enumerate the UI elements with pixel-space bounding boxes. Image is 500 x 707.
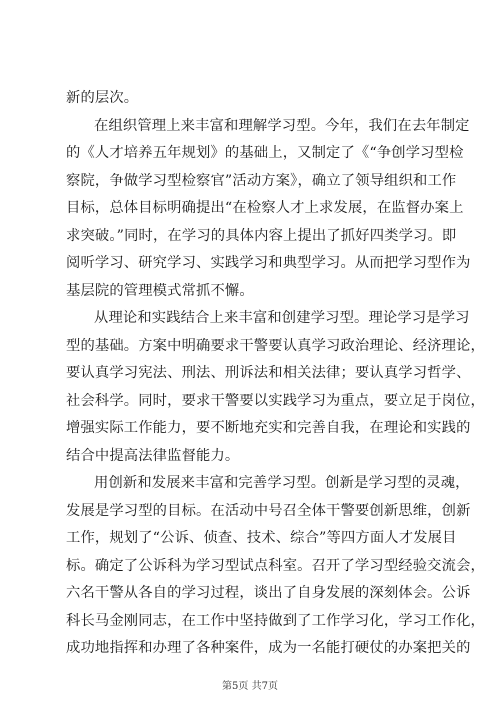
text-line: 六名干警从各自的学习过程，谈出了自身发展的深刻体会。公诉 — [66, 585, 471, 601]
text-line: 用创新和发展来丰富和完善学习型。创新是学习型的灵魂， — [94, 475, 470, 491]
text-line: 结合中提高法律监督能力。 — [66, 447, 240, 464]
text-line: 从理论和实践结合上来丰富和创建学习型。理论学习是学习 — [94, 310, 470, 326]
text-line: 求突破。”同时，在学习的具体内容上提出了抓好四类学习。即 — [66, 227, 457, 244]
text-line: 工作，规划了“公诉、侦查、技术、综合”等四方面人才发展目 — [66, 530, 457, 546]
text-line: 要认真学习宪法、刑法、刑诉法和相关法律；要认真学习哲学、 — [66, 365, 471, 381]
text-line: 标。确定了公诉科为学习型试点科室。召开了学习型经验交流会， — [66, 557, 485, 574]
text-line: 目标，总体目标明确提出“在检察人才上求发展，在监督办案上 — [66, 200, 464, 216]
text-line: 新的层次。 — [66, 90, 139, 106]
text-line: 型的基础。方案中明确要求干警要认真学习政治理论、经济理论， — [66, 337, 485, 354]
page-footer: 第5页 共7页 — [222, 681, 278, 692]
text-line: 阅听学习、研究学习、实践学习和典型学习。从而把学习型作为 — [66, 255, 471, 271]
text-line: 察院，争做学习型检察官”活动方案》，确立了领导组织和工作 — [66, 172, 457, 189]
text-line: 发展是学习型的目标。在活动中号召全体干警要创新思维，创新 — [66, 502, 471, 519]
text-line: 增强实际工作能力，要不断地充实和完善自我，在理论和实践的 — [66, 420, 471, 436]
text-line: 的《人才培养五年规划》的基础上，又制定了《“争创学习型检 — [66, 145, 464, 161]
text-line: 在组织管理上来丰富和理解学习型。今年，我们在去年制定 — [94, 117, 470, 134]
text-line: 科长马金刚同志，在工作中坚持做到了工作学习化，学习工作化， — [66, 612, 485, 629]
text-line: 成功地指挥和办理了各种案件，成为一名能打硬仗的办案把关的 — [66, 640, 471, 656]
text-line: 社会科学。同时，要求干警要以实践学习为重点，要立足于岗位， — [66, 392, 485, 409]
text-line: 基层院的管理模式常抓不懈。 — [66, 282, 254, 299]
